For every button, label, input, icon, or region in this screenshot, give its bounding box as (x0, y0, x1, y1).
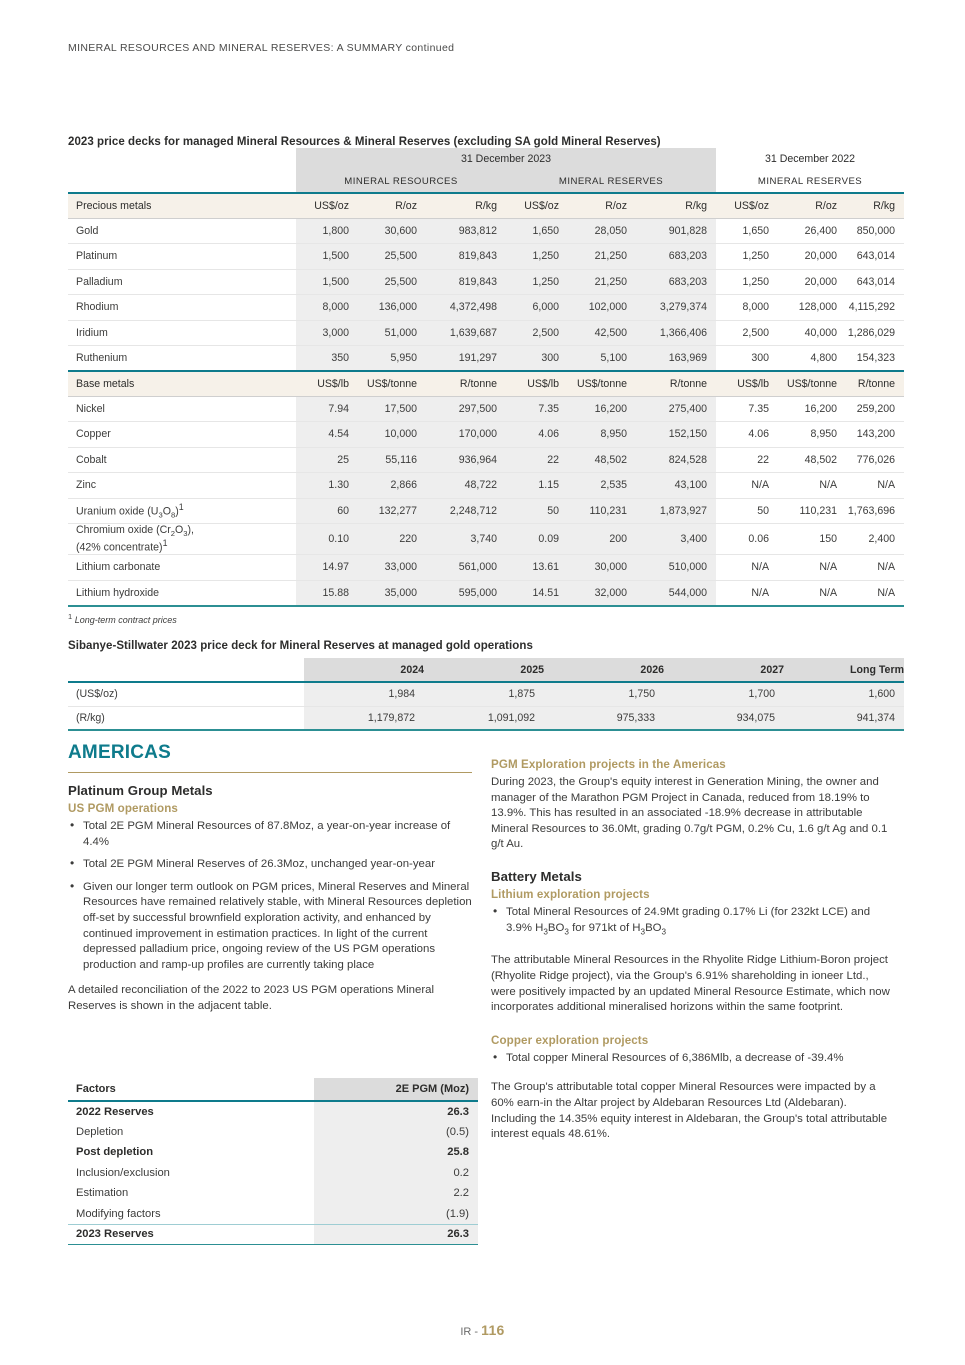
list-item: • Total copper Mineral Resources of 6,386Mlb, a decrease of -39.4% (491, 1051, 895, 1067)
table-row (68, 524, 904, 555)
page-number: 116 (481, 1322, 505, 1338)
lithium-paragraph: The attributable Mineral Resources in the Rhyolite Ridge Lithium-Boron project (Rhyolite Ridge project), via the Group's 6.91% shareholding in ioneer Ltd., were positively impacted by an updated Mineral Resource Estimate, which now incorporates additional mineralised horizons within the same footprint. (491, 954, 890, 1014)
data-cell: 1,700 (664, 682, 784, 706)
data-cell: 1.15 (506, 473, 568, 499)
data-cell: 1,800 (296, 218, 358, 244)
row-label: Ruthenium (68, 346, 296, 372)
unit-header: R/tonne (636, 371, 716, 396)
data-cell: 1,600 (784, 682, 904, 706)
table-row (68, 244, 904, 270)
row-label: Copper (68, 422, 296, 448)
data-cell: 20,000 (778, 269, 846, 295)
section-header-row (68, 193, 904, 218)
data-cell: 33,000 (358, 555, 426, 581)
data-cell: 13.61 (506, 555, 568, 581)
data-cell: (1.9) (314, 1204, 478, 1225)
data-cell: 819,843 (426, 244, 506, 270)
table-row (68, 580, 904, 606)
data-cell: 1,250 (716, 244, 778, 270)
row-label: (R/kg) (68, 706, 304, 730)
year-group-header: 31 December 2023 (296, 148, 716, 170)
unit-header: US$/oz (296, 193, 358, 218)
data-cell: 5,100 (568, 346, 636, 372)
table-row (68, 269, 904, 295)
subgroup-header: MINERAL RESOURCES (296, 170, 506, 193)
row-label: Gold (68, 218, 296, 244)
spacer-cell (68, 658, 304, 682)
data-cell: 1,650 (506, 218, 568, 244)
data-cell: 26,400 (778, 218, 846, 244)
data-cell: 22 (716, 447, 778, 473)
data-cell: N/A (778, 580, 846, 606)
data-cell: 1,763,696 (846, 498, 904, 524)
data-cell: 170,000 (426, 422, 506, 448)
left-column (68, 783, 472, 1026)
data-cell: 1,650 (716, 218, 778, 244)
list-item: • Total 2E PGM Mineral Reserves of 26.3Moz, unchanged year-on-year (68, 857, 472, 873)
data-cell: 8,000 (296, 295, 358, 321)
data-cell: N/A (716, 580, 778, 606)
data-cell: 42,500 (568, 320, 636, 346)
price-table-year-header-row (68, 148, 904, 170)
data-cell: 2,535 (568, 473, 636, 499)
data-cell: 110,231 (568, 498, 636, 524)
list-item: • Total Mineral Resources of 24.9Mt grading 0.17% Li (for 232kt LCE) and 3.9% $H_3BO_3$ for 971kt of $H_3BO_3$ (491, 905, 895, 939)
data-cell: N/A (716, 473, 778, 499)
data-cell: 300 (506, 346, 568, 372)
data-cell: 683,203 (636, 269, 716, 295)
price-table-subgroup-header-row (68, 170, 904, 193)
data-cell: 2,866 (358, 473, 426, 499)
data-cell: 0.09 (506, 524, 568, 555)
row-label: Depletion (76, 1125, 124, 1138)
data-cell: 154,323 (846, 346, 904, 372)
data-cell: 3,279,374 (636, 295, 716, 321)
data-cell: 14.51 (506, 580, 568, 606)
data-cell: 300 (716, 346, 778, 372)
data-cell: 595,000 (426, 580, 506, 606)
table-row (68, 320, 904, 346)
data-cell: 8,000 (716, 295, 778, 321)
data-cell: 43,100 (636, 473, 716, 499)
row-label: Modifying factors (68, 1204, 314, 1225)
data-cell: 4,372,498 (426, 295, 506, 321)
data-cell: 128,000 (778, 295, 846, 321)
data-cell: 26.3 (314, 1101, 478, 1122)
row-label: Nickel (68, 396, 296, 422)
table-row (68, 396, 904, 422)
data-cell: N/A (778, 473, 846, 499)
data-cell: 25 (296, 447, 358, 473)
running-head: MINERAL RESOURCES AND MINERAL RESERVES: A SUMMARY continued (68, 42, 455, 54)
data-cell: N/A (716, 555, 778, 581)
data-cell: 259,200 (846, 396, 904, 422)
subgroup-header: MINERAL RESERVES (506, 170, 716, 193)
data-cell: 50 (506, 498, 568, 524)
data-cell: 220 (358, 524, 426, 555)
data-cell: 1,179,872 (304, 706, 424, 730)
data-cell: 3,000 (296, 320, 358, 346)
row-label: Platinum (68, 244, 296, 270)
data-cell: 48,722 (426, 473, 506, 499)
unit-header: R/oz (568, 193, 636, 218)
deck-column-header: Long Term (784, 658, 904, 682)
data-cell: 30,000 (568, 555, 636, 581)
unit-header: US$/lb (296, 371, 358, 396)
data-cell: 2,500 (716, 320, 778, 346)
data-cell: N/A (846, 473, 904, 499)
deck-column-header: 2025 (424, 658, 544, 682)
data-cell: 1,500 (296, 244, 358, 270)
data-cell: 8,950 (568, 422, 636, 448)
gold-price-deck-caption: Sibanye-Stillwater 2023 price deck for Mineral Reserves at managed gold operations (68, 640, 533, 652)
data-cell: 4.06 (716, 422, 778, 448)
us-pgm-operations-heading: US PGM operations (68, 802, 178, 815)
data-cell: 60 (296, 498, 358, 524)
data-cell: 4,115,292 (846, 295, 904, 321)
unit-header: R/oz (358, 193, 426, 218)
data-cell: 4.06 (506, 422, 568, 448)
deck-column-header: 2027 (664, 658, 784, 682)
data-cell: 1,639,687 (426, 320, 506, 346)
data-cell: 936,964 (426, 447, 506, 473)
data-cell: 0.2 (314, 1163, 478, 1184)
price-deck-table-block (68, 136, 904, 607)
data-cell: 7.94 (296, 396, 358, 422)
data-cell: (0.5) (314, 1122, 478, 1143)
data-cell: 1,250 (716, 269, 778, 295)
factors-header-label: Factors (76, 1083, 116, 1095)
data-cell: 1,873,927 (636, 498, 716, 524)
data-cell: 297,500 (426, 396, 506, 422)
unit-header: US$/tonne (358, 371, 426, 396)
gold-price-deck-table (68, 658, 904, 731)
copper-paragraph: The Group's attributable total copper Mineral Resources were impacted by a 60% earn-in the Altar project by Aldebaran Resources Ltd (Aldebaran). Including the 14.35% equity interest in Aldebaran, the Group's total attributable interest equals 48.61%. (491, 1081, 888, 1141)
copper-exploration-heading: Copper exploration projects (491, 1033, 649, 1047)
subgroup-header: MINERAL RESERVES (716, 170, 904, 193)
row-label: Inclusion/exclusion (76, 1166, 170, 1179)
data-cell: 850,000 (846, 218, 904, 244)
data-cell: 32,000 (568, 580, 636, 606)
table-row (68, 447, 904, 473)
data-cell: 643,014 (846, 269, 904, 295)
data-cell: 4,800 (778, 346, 846, 372)
data-cell: 544,000 (636, 580, 716, 606)
data-cell: 21,250 (568, 244, 636, 270)
page-footer (0, 1322, 965, 1338)
data-cell: 136,000 (358, 295, 426, 321)
data-cell: 1,875 (424, 682, 544, 706)
data-cell: 350 (296, 346, 358, 372)
deck-header-row (68, 658, 904, 682)
table-row (68, 682, 904, 706)
data-cell: 51,000 (358, 320, 426, 346)
us-pgm-bullet-list (68, 819, 472, 973)
table-row (68, 1163, 478, 1184)
data-cell: 1,250 (506, 244, 568, 270)
unit-header: US$/lb (716, 371, 778, 396)
table-row (68, 1183, 478, 1204)
table-row (68, 473, 904, 499)
data-cell: 819,843 (426, 269, 506, 295)
data-cell: 941,374 (784, 706, 904, 730)
pgm-heading: Platinum Group Metals (68, 783, 213, 798)
data-cell: 143,200 (846, 422, 904, 448)
row-label: Post depletion (76, 1146, 154, 1159)
row-label: Iridium (68, 320, 296, 346)
data-cell: 16,200 (778, 396, 846, 422)
list-item: • Given our longer term outlook on PGM prices, Mineral Reserves and Mineral Resources have remained relatively stable, with Mineral Resources depletion off-set by successful brownfield exploration activity, and enhanced by continued improvement in estimation practices. In light of the current depressed palladium price, ongoing review of the US PGM operations production and ramp-up profiles are currently taking place (68, 880, 472, 974)
table-row (68, 1224, 478, 1245)
spacer-cell (68, 148, 296, 170)
data-cell: 163,969 (636, 346, 716, 372)
data-cell: 776,026 (846, 447, 904, 473)
data-cell: 1,984 (304, 682, 424, 706)
section-label: Base metals (68, 371, 296, 396)
data-cell: 110,231 (778, 498, 846, 524)
table-row (68, 218, 904, 244)
table-row (68, 422, 904, 448)
data-cell: 1,366,406 (636, 320, 716, 346)
data-cell: 4.54 (296, 422, 358, 448)
data-cell: 1,500 (296, 269, 358, 295)
data-cell: N/A (778, 555, 846, 581)
reconciliation-paragraph: A detailed reconciliation of the 2022 to 2023 US PGM operations Mineral Reserves is shown in the adjacent table. (68, 984, 434, 1012)
data-cell: 25,500 (358, 244, 426, 270)
unit-header: US$/oz (506, 193, 568, 218)
data-cell: 102,000 (568, 295, 636, 321)
data-cell: 50 (716, 498, 778, 524)
data-cell: 1.30 (296, 473, 358, 499)
data-cell: 2,500 (506, 320, 568, 346)
pgm-exploration-heading: PGM Exploration projects in the Americas (491, 758, 726, 771)
data-cell: 191,297 (426, 346, 506, 372)
data-cell: 48,502 (568, 447, 636, 473)
factors-header-value: 2E PGM (Moz) (314, 1078, 478, 1101)
table-row (68, 706, 904, 730)
data-cell: 1,250 (506, 269, 568, 295)
data-cell: 40,000 (778, 320, 846, 346)
data-cell: 2,248,712 (426, 498, 506, 524)
data-cell: 14.97 (296, 555, 358, 581)
data-cell: 8,950 (778, 422, 846, 448)
data-cell: N/A (846, 580, 904, 606)
lithium-exploration-heading: Lithium exploration projects (491, 887, 650, 901)
data-cell: 2,400 (846, 524, 904, 555)
data-cell: 10,000 (358, 422, 426, 448)
data-cell: 824,528 (636, 447, 716, 473)
data-cell: 22 (506, 447, 568, 473)
data-cell: 901,828 (636, 218, 716, 244)
row-label: Palladium (68, 269, 296, 295)
data-cell: 683,203 (636, 244, 716, 270)
table-row (68, 1122, 478, 1143)
data-cell: 48,502 (778, 447, 846, 473)
factors-table (68, 1078, 478, 1245)
section-divider (68, 772, 472, 773)
data-cell: 0.06 (716, 524, 778, 555)
spacer-cell (68, 170, 296, 193)
data-cell: 16,200 (568, 396, 636, 422)
battery-metals-heading: Battery Metals (491, 868, 582, 884)
data-cell: 150 (778, 524, 846, 555)
lithium-bullet-list (491, 905, 895, 939)
factors-header-row (68, 1078, 478, 1101)
table-row (68, 1142, 478, 1163)
data-cell: 3,740 (426, 524, 506, 555)
data-cell: 55,116 (358, 447, 426, 473)
table-row (68, 498, 904, 524)
row-label: Estimation (76, 1187, 129, 1200)
data-cell: N/A (846, 555, 904, 581)
data-cell: 200 (568, 524, 636, 555)
row-label: 2023 Reserves (68, 1224, 314, 1245)
footnote-text: Long-term contract prices (74, 615, 177, 625)
table-row (68, 346, 904, 372)
footnote-marker: 1 (68, 612, 73, 621)
data-cell: 26.3 (314, 1224, 478, 1245)
section-header-row (68, 371, 904, 396)
row-label: Zinc (68, 473, 296, 499)
row-label: Lithium carbonate (68, 555, 296, 581)
data-cell: 510,000 (636, 555, 716, 581)
row-label: Uranium oxide $(U_3O_8)^1$ (68, 498, 296, 524)
factors-table-block (68, 1078, 478, 1245)
copper-bullet-list (491, 1051, 895, 1067)
row-label: Lithium hydroxide (68, 580, 296, 606)
unit-header: R/tonne (426, 371, 506, 396)
data-cell: 15.88 (296, 580, 358, 606)
deck-column-header: 2026 (544, 658, 664, 682)
table-row (68, 295, 904, 321)
unit-header: R/oz (778, 193, 846, 218)
deck-column-header: 2024 (304, 658, 424, 682)
unit-header: R/kg (846, 193, 904, 218)
data-cell: 934,075 (664, 706, 784, 730)
data-cell: 152,150 (636, 422, 716, 448)
data-cell: 132,277 (358, 498, 426, 524)
data-cell: 1,091,092 (424, 706, 544, 730)
data-cell: 3,400 (636, 524, 716, 555)
price-table-footnote (68, 612, 177, 625)
table-row (68, 555, 904, 581)
data-cell: 7.35 (506, 396, 568, 422)
list-item: • Total 2E PGM Mineral Resources of 87.8Moz, a year-on-year increase of 4.4% (68, 819, 472, 850)
footer-prefix: IR - (460, 1326, 482, 1338)
data-cell: 21,250 (568, 269, 636, 295)
data-cell: 5,950 (358, 346, 426, 372)
data-cell: 561,000 (426, 555, 506, 581)
data-cell: 35,000 (358, 580, 426, 606)
price-deck-table (68, 148, 904, 607)
unit-header: US$/oz (716, 193, 778, 218)
data-cell: 30,600 (358, 218, 426, 244)
gold-price-deck-block (68, 640, 904, 731)
data-cell: 975,333 (544, 706, 664, 730)
data-cell: 28,050 (568, 218, 636, 244)
data-cell: 1,750 (544, 682, 664, 706)
data-cell: 2.2 (314, 1183, 478, 1204)
table-row (68, 1204, 478, 1225)
unit-header: R/tonne (846, 371, 904, 396)
pgm-exploration-paragraph: During 2023, the Group's equity interest in Generation Mining, the owner and manager of the Marathon PGM Project in Canada, reduced from 18.19% to 13.9%. This has resulted in an associated -18.9% decrease in attributable Mineral Resources to 36.0Mt, grading 0.7g/t PGM, 0.2% Cu, 1.6 g/t Ag and 0.1 g/t Au. (491, 776, 888, 851)
data-cell: 1,286,029 (846, 320, 904, 346)
unit-header: US$/tonne (778, 371, 846, 396)
data-cell: 983,812 (426, 218, 506, 244)
data-cell: 6,000 (506, 295, 568, 321)
row-label: 2022 Reserves (68, 1101, 314, 1122)
row-label: (US$/oz) (68, 682, 304, 706)
unit-header: US$/lb (506, 371, 568, 396)
data-cell: 20,000 (778, 244, 846, 270)
unit-header: R/kg (426, 193, 506, 218)
row-label: Chromium oxide $(Cr_2O_3)$, (42% concentrate)$^1$ (68, 524, 296, 555)
table-row (68, 1101, 478, 1122)
row-label: Cobalt (68, 447, 296, 473)
data-cell: 25,500 (358, 269, 426, 295)
data-cell: 17,500 (358, 396, 426, 422)
data-cell: 7.35 (716, 396, 778, 422)
row-label: Rhodium (68, 295, 296, 321)
page-title: AMERICAS (68, 742, 171, 763)
section-label: Precious metals (68, 193, 296, 218)
right-column (491, 758, 895, 1154)
data-cell: 643,014 (846, 244, 904, 270)
year-group-header: 31 December 2022 (716, 148, 904, 170)
price-deck-table-caption: 2023 price decks for managed Mineral Resources & Mineral Reserves (excluding SA gold Mineral Reserves) (68, 136, 661, 148)
unit-header: R/kg (636, 193, 716, 218)
unit-header: US$/tonne (568, 371, 636, 396)
data-cell: 275,400 (636, 396, 716, 422)
data-cell: 25.8 (314, 1142, 478, 1163)
data-cell: 0.10 (296, 524, 358, 555)
